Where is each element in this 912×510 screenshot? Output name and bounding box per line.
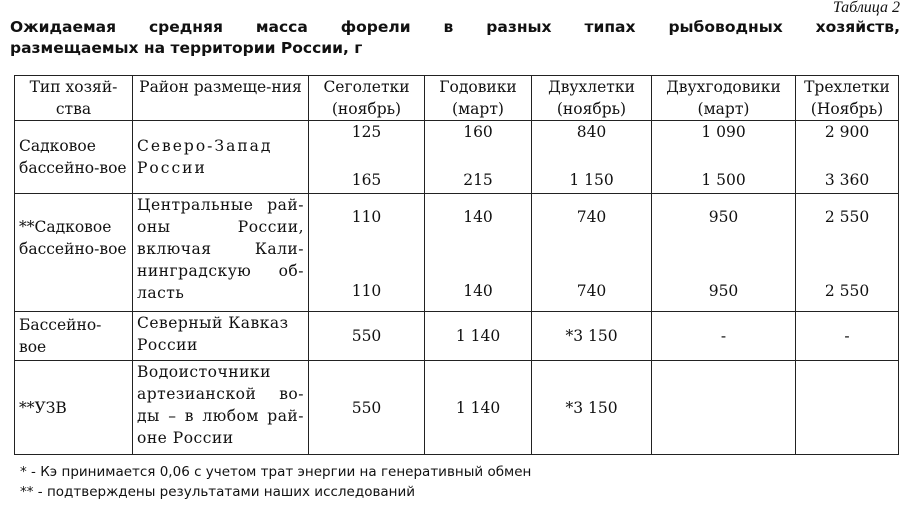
value-cell bbox=[796, 361, 899, 455]
table-row bbox=[15, 121, 899, 194]
farm-type-cell: Бассейно-вое bbox=[15, 312, 133, 361]
header-two-year: Двухгодовики (март) bbox=[652, 76, 796, 121]
value-cell: 1 140 bbox=[425, 312, 532, 361]
value-cell: *3 150 bbox=[532, 312, 652, 361]
value-cell: 2 550 bbox=[824, 208, 870, 226]
value-cell: 110 bbox=[351, 208, 382, 226]
value-cell: 3 360 bbox=[824, 171, 870, 189]
header-three-summer: Трехлетки (Ноябрь) bbox=[796, 76, 899, 121]
value-cell: 160 bbox=[463, 123, 493, 141]
table-row bbox=[15, 312, 899, 361]
value-cell: 950 bbox=[708, 208, 739, 226]
header-farm-type: Тип хозяй-ства bbox=[15, 76, 133, 121]
title-line-2: размещаемых на территории России, г bbox=[10, 39, 363, 57]
value-cell: 1 140 bbox=[425, 361, 532, 455]
footnote-1: * - Кэ принимается 0,06 с учетом трат энергии на генеративный обмен bbox=[20, 464, 532, 480]
header-row bbox=[15, 76, 899, 121]
table-number: Таблица 2 bbox=[832, 0, 900, 16]
value-cell: 740 bbox=[576, 208, 607, 226]
title-line-1: Ожидаемая средняя масса форели в разных типах рыбоводных хозяйств, bbox=[10, 18, 900, 36]
farm-type-cell: **УЗВ bbox=[15, 361, 133, 455]
value-cell bbox=[652, 361, 796, 455]
footnote-2: ** - подтверждены результатами наших исследований bbox=[20, 484, 416, 500]
value-cell: 125 bbox=[351, 123, 382, 141]
header-region: Район размеще-ния bbox=[133, 76, 309, 121]
table-row bbox=[15, 194, 899, 312]
table-title bbox=[10, 17, 900, 59]
table-row bbox=[15, 361, 899, 455]
value-cell: - bbox=[796, 312, 899, 361]
value-cell: 740 bbox=[576, 282, 607, 300]
farm-type-cell: Садковое бассейно-вое bbox=[15, 121, 133, 194]
value-cell: 950 bbox=[708, 282, 739, 300]
value-cell: 140 bbox=[463, 208, 493, 226]
header-fingerlings: Сеголетки (ноябрь) bbox=[309, 76, 425, 121]
value-cell: - bbox=[652, 312, 796, 361]
region-cell: Водоисточники артезианской во-ды – в любом рай-оне России bbox=[133, 361, 309, 455]
value-cell: 215 bbox=[463, 171, 493, 189]
value-cell: 550 bbox=[309, 361, 425, 455]
value-cell: *3 150 bbox=[532, 361, 652, 455]
value-cell: 1 090 bbox=[701, 123, 746, 141]
farm-type-cell: **Садковое бассейно-вое bbox=[15, 194, 133, 312]
header-yearlings: Годовики (март) bbox=[425, 76, 532, 121]
region-cell: Северо-Запад России bbox=[133, 121, 309, 194]
value-cell: 1 500 bbox=[701, 171, 746, 189]
value-cell: 550 bbox=[309, 312, 425, 361]
value-cell: 1 150 bbox=[569, 171, 614, 189]
header-two-summer: Двухлетки (ноябрь) bbox=[532, 76, 652, 121]
region-cell: Центральные рай-оны России, включая Кали-нинградскую об-ласть bbox=[133, 194, 309, 312]
value-cell: 840 bbox=[576, 123, 607, 141]
value-cell: 165 bbox=[351, 171, 382, 189]
trout-mass-table bbox=[14, 75, 899, 455]
value-cell: 2 550 bbox=[824, 282, 870, 300]
region-cell: Северный Кавказ России bbox=[133, 312, 309, 361]
value-cell: 2 900 bbox=[824, 123, 870, 141]
footnotes bbox=[20, 462, 531, 502]
value-cell: 140 bbox=[463, 282, 493, 300]
value-cell: 110 bbox=[351, 282, 382, 300]
